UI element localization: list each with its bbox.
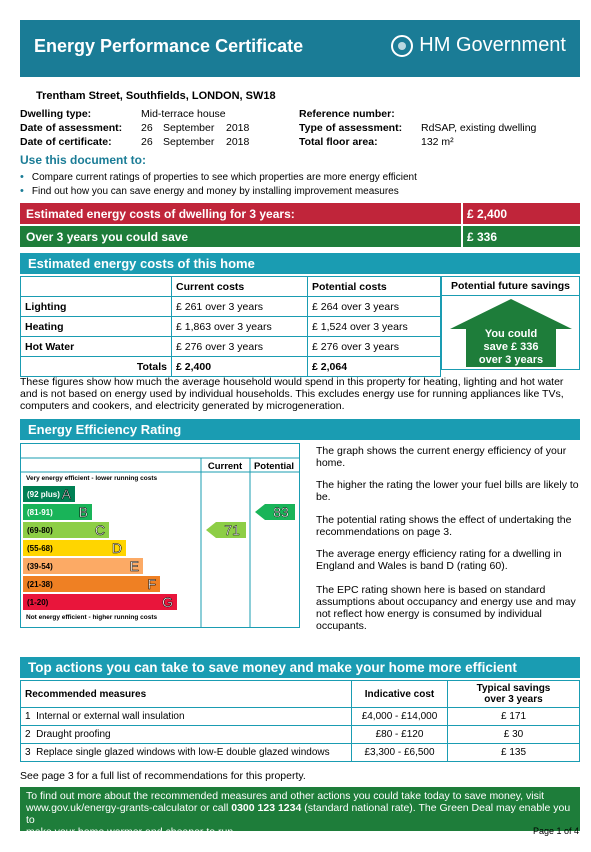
potential-col-label: Potential <box>253 461 295 472</box>
efficiency-rating-chart <box>20 443 300 628</box>
reference-label: Reference number: <box>299 108 395 120</box>
table-row: 1 Internal or external wall insulation £4,000 - £14,000 £ 171 <box>21 708 580 726</box>
table-row: Heating £ 1,863 over 3 years £ 1,524 over 3 years <box>21 317 441 337</box>
current-rating-value: 71 <box>224 522 240 538</box>
floor-area-value: 132 m² <box>421 136 454 148</box>
top-note: Very energy efficient - lower running costs <box>26 475 158 482</box>
savings-arrow-icon <box>450 299 572 367</box>
phone-number: 0300 123 1234 <box>231 802 302 814</box>
page-number: Page 1 of 4 <box>532 826 579 836</box>
eer-section-title: Energy Efficiency Rating <box>20 419 580 440</box>
assessment-date-label: Date of assessment: <box>20 122 123 134</box>
assessment-day: 26 <box>141 122 153 134</box>
band-letter: A <box>61 486 71 502</box>
band-letter: D <box>111 540 122 556</box>
recommendations-note: See page 3 for a full list of recommendations for this property. <box>20 770 306 782</box>
list-item: • Compare current ratings of properties to see which properties are more energy efficient <box>20 171 417 183</box>
assessment-type-label: Type of assessment: <box>299 122 403 134</box>
band-letter: F <box>147 576 156 592</box>
bullet-icon: • <box>20 171 24 183</box>
table-row: Hot Water £ 276 over 3 years £ 276 over 3 years <box>21 337 441 357</box>
band-range: (69-80) <box>27 526 53 535</box>
savings-line-3: over 3 years <box>478 354 544 366</box>
property-address: Trentham Street, Southfields, LONDON, SW18 <box>36 90 276 102</box>
floor-area-label: Total floor area: <box>299 136 378 148</box>
band-letter: E <box>129 558 139 574</box>
costs-explanation: These figures show how much the average household would spend in this property for heating, lighting and hot water and is not based on energy used by individual households. This excludes energy use for running appliances like TVs, computers and cookers, and electricity generated by microgeneration. <box>20 376 564 412</box>
estimated-cost-value: £ 2,400 <box>461 203 507 224</box>
eer-text-1: The graph shows the current energy efficiency of your home. <box>316 445 567 469</box>
dwelling-type-value: Mid-terrace house <box>141 108 226 120</box>
use-list <box>20 170 417 198</box>
current-col-label: Current <box>207 461 243 472</box>
savings-bar: Over 3 years you could save £ 336 <box>20 226 580 247</box>
band-letter: G <box>162 594 173 610</box>
certificate-day: 26 <box>141 136 153 148</box>
actions-table: Recommended measures Indicative cost Typical savings over 3 years 1 Internal or external wall insulation £4,000 - £14,000 £ 171 2 Draught proofing £80 - £120 £ 30 3 Replace single glazed windows with low-E double glazed windows £3,300 - £6,500 £ 135 <box>20 680 580 762</box>
band-range: (55-68) <box>27 544 53 553</box>
certificate-date-label: Date of certificate: <box>20 136 112 148</box>
dwelling-type-label: Dwelling type: <box>20 108 92 120</box>
header-banner <box>20 20 580 77</box>
bottom-note: Not energy efficient - higher running costs <box>26 614 158 621</box>
gov-name: HM Government <box>419 34 566 56</box>
band-range: (21-38) <box>27 580 53 589</box>
estimated-cost-bar: Estimated energy costs of dwelling for 3 years: £ 2,400 <box>20 203 580 224</box>
assessment-year: 2018 <box>226 122 250 134</box>
savings-line-2: save £ 336 <box>483 341 539 353</box>
savings-value: £ 336 <box>461 226 497 247</box>
band-letter: C <box>94 522 105 538</box>
use-title: Use this document to: <box>20 153 147 167</box>
table-row: 3 Replace single glazed windows with low-E double glazed windows £3,300 - £6,500 £ 135 <box>21 744 580 762</box>
certificate-month: September <box>163 136 215 148</box>
list-item: • Find out how you can save energy and money by installing improvement measures <box>20 185 399 197</box>
band-range: (1-20) <box>27 598 49 607</box>
table-row: 2 Draught proofing £80 - £120 £ 30 <box>21 726 580 744</box>
page-title: Energy Performance Certificate <box>34 36 304 56</box>
potential-rating-value: 83 <box>273 504 289 520</box>
eer-text-2: The higher the rating the lower your fuel bills are likely to be. <box>316 479 579 503</box>
band-range: (81-91) <box>27 508 53 517</box>
assessment-month: September <box>163 122 215 134</box>
rating-graph <box>21 444 299 627</box>
bullet-icon: • <box>20 185 24 197</box>
potential-savings-box: Potential future savings You could save £ 336 over 3 years <box>441 276 580 370</box>
grants-link[interactable]: www.gov.uk/energy-grants-calculator or call <box>26 802 232 814</box>
actions-section-title: Top actions you can take to save money and make your home more efficient <box>20 657 580 678</box>
band-range: (39-54) <box>27 562 53 571</box>
band-range: (92 plus) <box>27 490 60 499</box>
savings-line-1: You could <box>484 328 538 340</box>
footer-info: To find out more about the recommended measures and other actions you could take today to save money, visit www.gov.uk/energy-grants-calculator or call 0300 123 1234 (standard national rate). The Green Deal may enable you to make your home warmer and cheaper to run. <box>20 787 580 831</box>
eer-text-5: The EPC rating shown here is based on standard assumptions about occupancy and energy use and may not reflect how energy is consumed by individual occupants. <box>316 584 576 632</box>
totals-row: Totals £ 2,400 £ 2,064 <box>21 357 441 377</box>
band-letter: B <box>78 504 88 520</box>
certificate-year: 2018 <box>226 136 250 148</box>
eer-text-3: The potential rating shows the effect of undertaking the recommendations on page 3. <box>316 514 572 538</box>
costs-section-title: Estimated energy costs of this home <box>20 253 580 274</box>
eer-text-4: The average energy efficiency rating for a dwelling in England and Wales is band D (rating 60). <box>316 548 562 572</box>
assessment-type-value: RdSAP, existing dwelling <box>421 122 537 134</box>
crest-icon <box>391 35 413 57</box>
costs-table: Current costs Potential costs Lighting £ 261 over 3 years £ 264 over 3 years Heating £ 1,863 over 3 years £ 1,524 over 3 years Hot Water £ 276 over 3 years £ 276 over 3 years Totals £ 2,400 £ 2,064 <box>20 276 441 377</box>
table-row: Lighting £ 261 over 3 years £ 264 over 3 years <box>21 297 441 317</box>
gov-logo <box>391 34 566 57</box>
